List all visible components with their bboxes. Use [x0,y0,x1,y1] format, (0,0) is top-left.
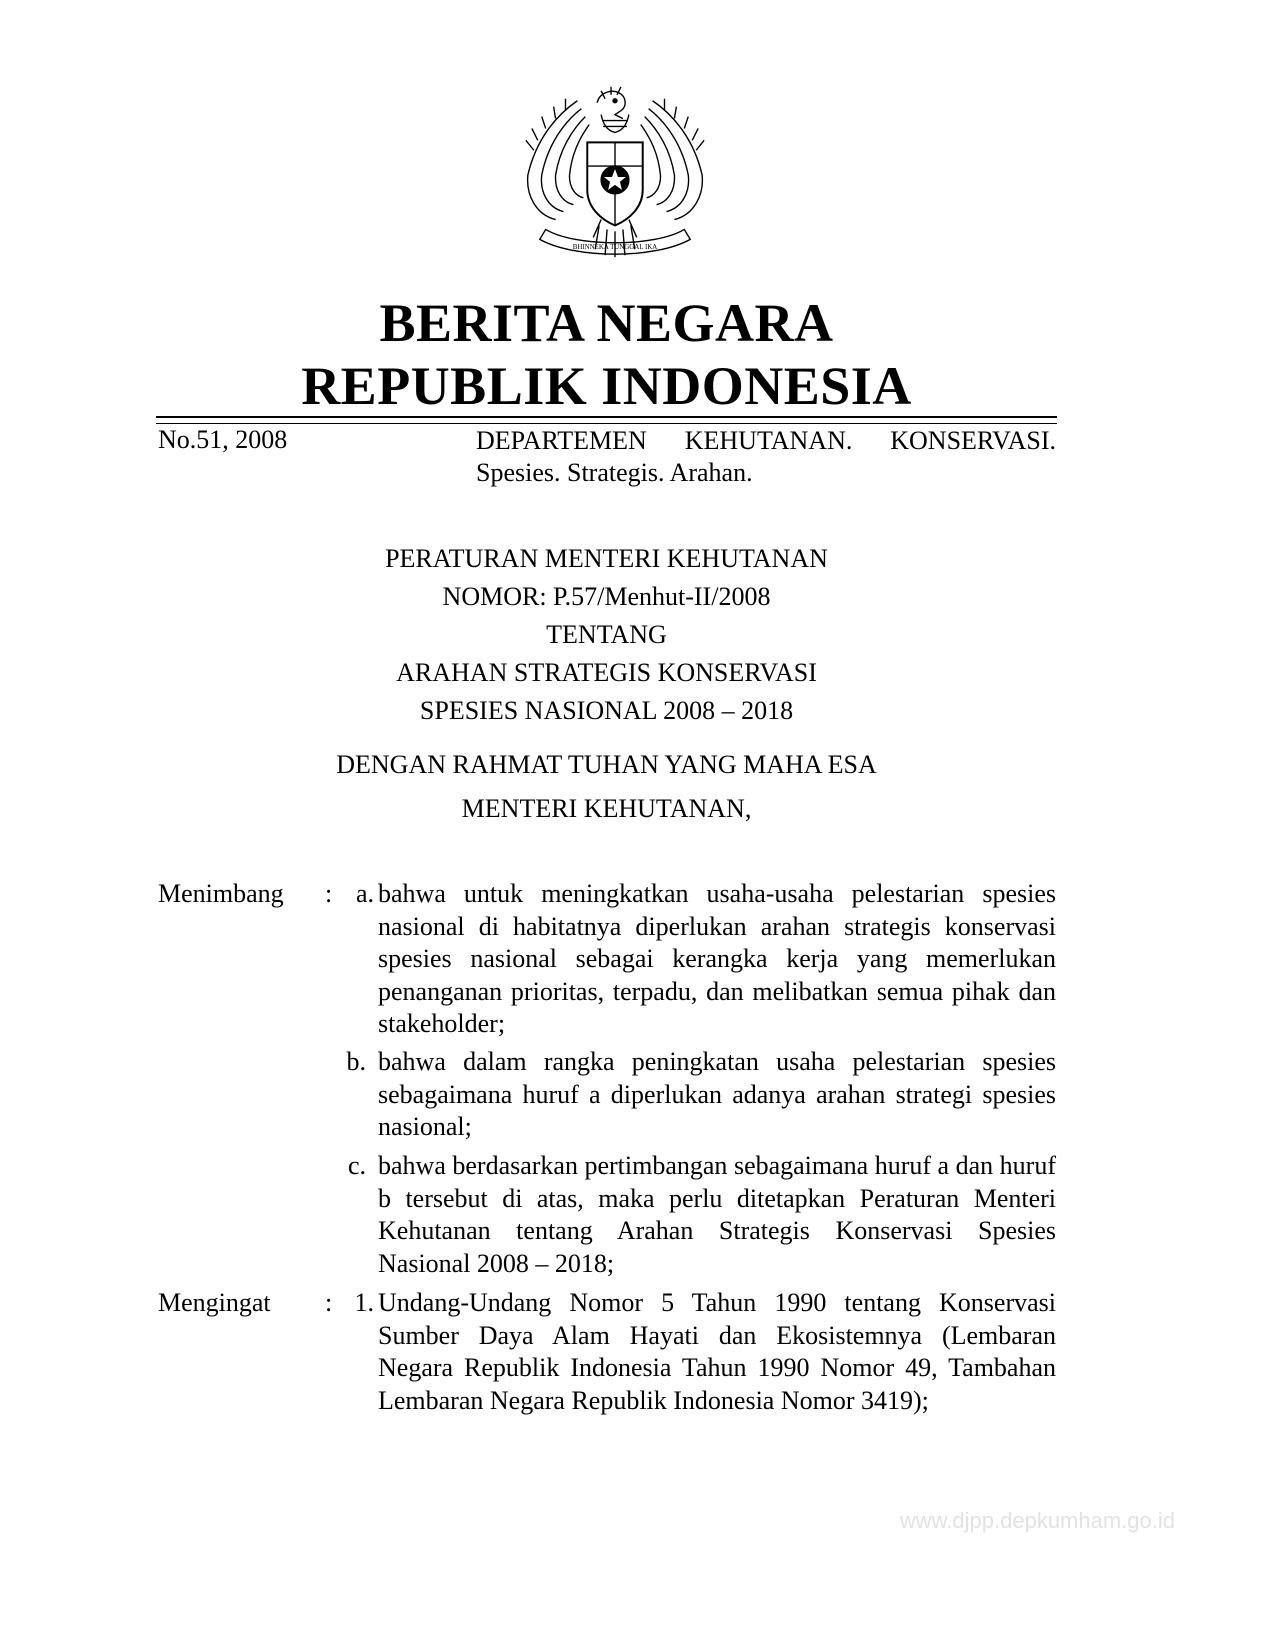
issue-subject [476,425,1056,489]
gazette-title-line2: REPUBLIK INDONESIA [301,356,912,416]
issue-subject-line1: DEPARTEMEN KEHUTANAN. KONSERVASI. [476,426,1056,455]
issue-number: No.51, 2008 [158,425,288,454]
menimbang-text-a: bahwa untuk meningkatkan usaha-usaha pelestarian spesies nasional di habitatnya diperlukan arahan strategis konservasi spesies nasional sebagai kerangka kerja yang memerlukan penanganan prioritas, terpadu, dan melibatkan semua pihak dan stakeholder; [378,879,1056,1039]
menimbang-marker-a: a. [355,879,374,908]
regulation-line5: SPESIES NASIONAL 2008 – 2018 [419,696,794,725]
menimbang-text-b: bahwa dalam rangka peningkatan usaha pelestarian spesies sebagaimana huruf a diperlukan adanya arahan strategi spesies nasional; [378,1047,1056,1142]
blessing-line2: MENTERI KEHUTANAN, [461,794,752,823]
menimbang-marker-c: c. [347,1151,366,1180]
svg-text:BHINNEKA TUNGGAL IKA: BHINNEKA TUNGGAL IKA [572,244,658,252]
menimbang-colon: : [325,879,333,908]
mengingat-text-1: Undang-Undang Nomor 5 Tahun 1990 tentang Konservasi Sumber Daya Alam Hayati dan Ekosistemnya (Lembaran Negara Republik Indonesia Tahun 1990 Nomor 49, Tambahan Lembaran Negara Republik Indonesia Nomor 3419); [378,1288,1056,1415]
mengingat-marker-1: 1. [354,1288,374,1317]
menimbang-marker-b: b. [346,1047,366,1076]
watermark-url: www.djpp.depkumham.go.id [899,1508,1175,1533]
issue-subject-line2: Spesies. Strategis. Arahan. [476,458,753,487]
gazette-title-line1: BERITA NEGARA [379,293,834,353]
regulation-line2: NOMOR: P.57/Menhut-II/2008 [442,582,771,611]
header-divider [156,416,1057,424]
regulation-line3: TENTANG [546,620,667,649]
garuda-emblem-icon [516,80,714,270]
regulation-line1: PERATURAN MENTERI KEHUTANAN [385,544,828,573]
regulation-line4: ARAHAN STRATEGIS KONSERVASI [396,658,817,687]
blessing-line1: DENGAN RAHMAT TUHAN YANG MAHA ESA [336,750,877,779]
preamble-blessing [0,743,1213,831]
mengingat-label: Mengingat [158,1288,271,1317]
menimbang-label: Menimbang [158,879,284,908]
menimbang-text-c: bahwa berdasarkan pertimbangan sebagaimana huruf a dan huruf b tersebut di atas, maka perlu ditetapkan Peraturan Menteri Kehutanan tentang Arahan Strategis Konservasi Spesies Nasional 2008 – 2018; [378,1151,1056,1278]
regulation-title [0,540,1213,730]
mengingat-colon: : [325,1288,333,1317]
